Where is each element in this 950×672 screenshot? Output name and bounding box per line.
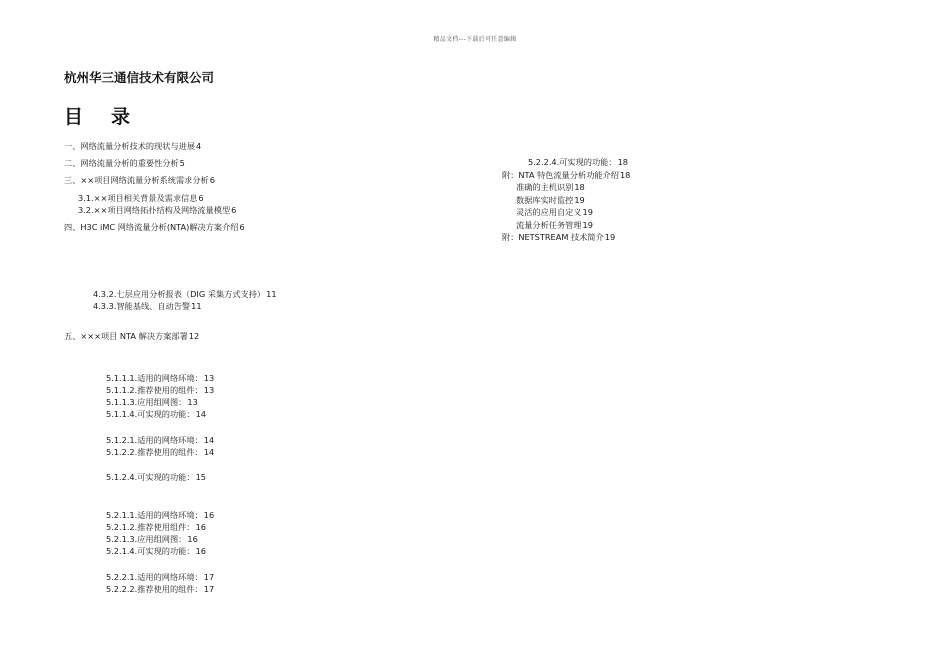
toc-entry-label: 三、××项目网络流量分析系统需求分析 <box>64 175 209 185</box>
toc-title-char-2: 录 <box>111 106 131 128</box>
toc-entry-5-2-1-3[interactable] <box>106 534 198 544</box>
toc-entry-page: 13 <box>203 385 215 395</box>
toc-entry-5-2-1-1[interactable] <box>106 510 214 520</box>
toc-entry-db-monitor[interactable] <box>516 195 585 205</box>
toc-entry-label: 3.1.××项目相关背景及需求信息 <box>78 193 198 203</box>
toc-entry-label: 5.1.2.4.可实现的功能： <box>106 472 195 482</box>
toc-title-char-1: 目 <box>64 106 84 128</box>
toc-entry-page: 18 <box>619 170 631 180</box>
toc-entry-5-2-2-1[interactable] <box>106 572 214 582</box>
toc-entry-section-4[interactable] <box>64 222 245 232</box>
toc-entry-appendix-nta[interactable] <box>502 170 630 180</box>
toc-entry-app-customization[interactable] <box>516 207 593 217</box>
toc-entry-host-identification[interactable] <box>516 182 585 192</box>
toc-entry-3-2[interactable] <box>78 205 236 215</box>
toc-entry-label: 流量分析任务管理 <box>516 220 582 230</box>
toc-entry-5-1-1-1[interactable] <box>106 373 214 383</box>
toc-entry-page: 16 <box>195 522 206 532</box>
toc-entry-page: 14 <box>203 435 215 445</box>
toc-entry-label: 准确的主机识别 <box>516 182 574 192</box>
toc-entry-appendix-netstream[interactable] <box>502 232 615 242</box>
toc-entry-4-3-2[interactable] <box>93 289 277 299</box>
toc-entry-5-1-2-1[interactable] <box>106 435 214 445</box>
toc-entry-5-2-1-4[interactable] <box>106 546 206 556</box>
toc-entry-5-1-1-4[interactable] <box>106 409 206 419</box>
toc-entry-5-1-1-2[interactable] <box>106 385 214 395</box>
toc-entry-page: 11 <box>191 301 202 311</box>
toc-entry-label: 3.2.××项目网络拓扑结构及网络流量模型 <box>78 205 231 215</box>
toc-entry-5-1-2-2[interactable] <box>106 447 214 457</box>
toc-entry-label: 5.1.1.1.适用的网络环境： <box>106 373 203 383</box>
toc-entry-page: 6 <box>209 175 215 185</box>
toc-entry-page: 16 <box>187 534 198 544</box>
toc-entry-section-2[interactable] <box>64 158 185 168</box>
toc-entry-page: 15 <box>195 472 206 482</box>
toc-entry-label: 五、×××项目 NTA 解决方案部署 <box>64 331 188 341</box>
toc-entry-page: 17 <box>203 572 215 582</box>
toc-entry-label: 4.3.3.智能基线、自动告警 <box>93 301 191 311</box>
toc-entry-label: 5.2.1.1.适用的网络环境： <box>106 510 203 520</box>
toc-entry-label: 二、网络流量分析的重要性分析 <box>64 158 179 168</box>
toc-entry-page: 16 <box>195 546 206 556</box>
toc-entry-label: 附：NETSTREAM 技术简介 <box>502 232 604 242</box>
toc-entry-page: 17 <box>203 584 215 594</box>
toc-entry-page: 11 <box>266 289 277 299</box>
toc-entry-section-3[interactable] <box>64 175 215 185</box>
toc-entry-label: 灵活的应用自定义 <box>516 207 582 217</box>
toc-entry-label: 5.1.1.4.可实现的功能： <box>106 409 195 419</box>
toc-entry-label: 数据库实时监控 <box>516 195 574 205</box>
toc-entry-page: 13 <box>203 373 215 383</box>
toc-entry-label: 一、网络流量分析技术的现状与进展 <box>64 141 196 151</box>
toc-entry-page: 6 <box>231 205 237 215</box>
toc-entry-4-3-3[interactable] <box>93 301 202 311</box>
toc-entry-label: 5.2.2.4.可实现的功能： <box>528 157 617 167</box>
header-note: 精品文档---下载后可任意编辑 <box>433 36 517 43</box>
toc-entry-page: 16 <box>203 510 215 520</box>
toc-entry-label: 四、H3C iMC 网络流量分析(NTA)解决方案介绍 <box>64 222 239 232</box>
toc-entry-label: 5.2.1.3.应用组网图： <box>106 534 187 544</box>
toc-entry-page: 12 <box>188 331 200 341</box>
toc-entry-page: 19 <box>574 195 585 205</box>
toc-entry-page: 19 <box>604 232 616 242</box>
toc-entry-page: 19 <box>582 207 593 217</box>
toc-entry-label: 5.1.2.1.适用的网络环境： <box>106 435 203 445</box>
toc-entry-label: 附：NTA 特色流量分析功能介绍 <box>502 170 619 180</box>
toc-entry-label: 5.1.1.2.推荐使用的组件： <box>106 385 203 395</box>
toc-entry-5-1-1-3[interactable] <box>106 397 198 407</box>
toc-entry-page: 13 <box>187 397 198 407</box>
toc-entry-label: 4.3.2.七层应用分析报表（DIG 采集方式支持） <box>93 289 266 299</box>
toc-entry-label: 5.1.2.2.推荐使用的组件： <box>106 447 203 457</box>
toc-entry-label: 5.2.1.2.推荐使用组件： <box>106 522 195 532</box>
toc-entry-task-management[interactable] <box>516 220 593 230</box>
toc-entry-5-2-2-4[interactable] <box>528 157 628 167</box>
toc-entry-page: 4 <box>196 141 202 151</box>
toc-entry-label: 5.2.1.4.可实现的功能： <box>106 546 195 556</box>
toc-entry-label: 5.2.2.2.推荐使用的组件： <box>106 584 203 594</box>
toc-entry-section-5[interactable] <box>64 331 199 341</box>
toc-entry-page: 14 <box>203 447 215 457</box>
toc-entry-section-1[interactable] <box>64 141 201 151</box>
toc-entry-label: 5.1.1.3.应用组网图： <box>106 397 187 407</box>
toc-entry-5-1-2-4[interactable] <box>106 472 206 482</box>
toc-entry-page: 6 <box>198 193 204 203</box>
toc-entry-page: 14 <box>195 409 206 419</box>
toc-title <box>64 102 130 129</box>
toc-entry-label: 5.2.2.1.适用的网络环境： <box>106 572 203 582</box>
toc-entry-page: 19 <box>582 220 593 230</box>
toc-entry-5-2-1-2[interactable] <box>106 522 206 532</box>
toc-entry-5-2-2-2[interactable] <box>106 584 214 594</box>
toc-entry-page: 6 <box>239 222 245 232</box>
toc-entry-page: 18 <box>617 157 628 167</box>
toc-entry-3-1[interactable] <box>78 193 204 203</box>
toc-entry-page: 18 <box>574 182 585 192</box>
company-name: 杭州华三通信技术有限公司 <box>64 70 215 85</box>
toc-entry-page: 5 <box>179 158 185 168</box>
